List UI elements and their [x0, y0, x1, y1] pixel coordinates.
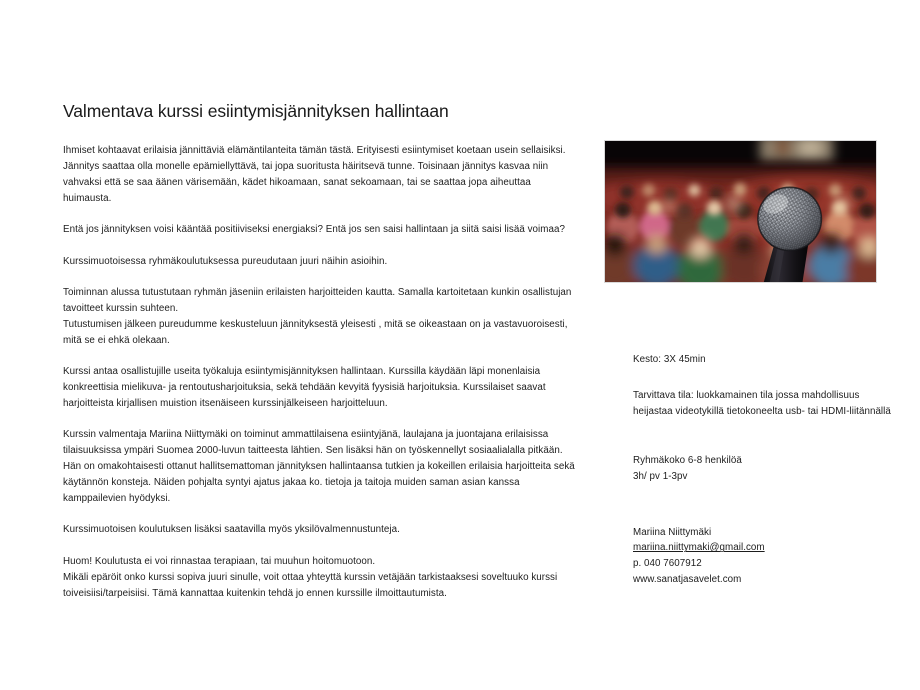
- paragraph-trainer-bio: Kurssin valmentaja Mariina Niittymäki on toiminut ammattilaisena esiintyjänä, laulajana ja juontajana erilaisissa tilaisuuksissa ympäri Suomea 2000-luvun taitteesta lähtien. Sen lisäksi hän on työskennellyt sosiaalialalla pitkään. Hän on omakohtaisesti ottanut hallitsemattoman jännityksen hallintaansa tutkien ja kokeillen erilaisia harjoitteita sekä käytännön konsteja. Näiden pohjalta syntyi ajatus jakaa ko. tietoja ja taitoja muiden saman asian kanssa kamppailevien hyödyksi.: [63, 429, 575, 504]
- paragraph-getting-started: Toiminnan alussa tutustutaan ryhmän jäseniin erilaisten harjoitteiden kautta. Samalla kartoitetaan kunkin osallistujan tavoitteet kurssin suhteen. Tutustumisen jälkeen pureudumme keskusteluun jännityksestä yleisesti , mitä se oikeastaan on ja vastavuoroisesti, mitä se ei ehkä olekaan.: [63, 286, 572, 346]
- course-duration: Kesto: 3X 45min: [633, 354, 706, 365]
- contact-block: [633, 525, 893, 589]
- page-title: Valmentava kurssi esiintymisjännityksen hallintaan: [63, 101, 449, 121]
- room-requirement: Tarvittava tila: luokkamainen tila jossa mahdollisuus heijastaa videotykillä tietokoneelta usb- tai HDMI-liitännällä: [633, 389, 891, 417]
- paragraph-course-intro: Kurssimuotoisessa ryhmäkoulutuksessa pureudutaan juuri näihin asioihin.: [63, 255, 388, 267]
- paragraph-notice: Huom! Koulutusta ei voi rinnastaa terapiaan, tai muuhun hoitomuotoon. Mikäli epäröit onko kurssi sopiva juuri sinulle, voit ottaa yhteyttä kurssin vetäjään tarkistaaksesi soveltuuko kurssi toiveisiisi/tarpeisiisi. Tämä kannattaa kuitenkin tehdä jo ennen kurssille ilmoittautumista.: [63, 555, 558, 599]
- paragraph-question: Entä jos jännityksen voisi kääntää positiiviseksi energiaksi? Entä jos sen saisi hallintaan ja siitä saisi lisää voimaa?: [63, 224, 565, 236]
- microphone-on-stage-photo: [604, 140, 877, 283]
- sidebar-details-column: [633, 352, 893, 588]
- contact-phone: p. 040 7607912: [633, 558, 702, 570]
- paragraph-tools: Kurssi antaa osallistujille useita työkaluja esiintymisjännityksen hallintaan. Kurssilla käydään läpi monenlaisia konkreettisia mielikuva- ja rentoutusharjoituksia, sekä tehdään kevyitä fyysisiä harjoituksia. Kurssilaiset saavat harjoitteista kirjallisen muistion itsenäiseen kurssinjälkeiseen harjoitteluun.: [63, 366, 546, 409]
- main-text-column: [63, 100, 575, 601]
- paragraph-individual-sessions: Kurssimuotoisen koulutuksen lisäksi saatavilla myös yksilövalmennustunteja.: [63, 524, 400, 536]
- contact-name: Mariina Niittymäki: [633, 526, 712, 538]
- sidebar-photo-wrapper: [604, 140, 884, 283]
- group-size: Ryhmäkoko 6-8 henkilöä 3h/ pv 1-3pv: [633, 454, 742, 482]
- contact-email-link[interactable]: mariina.niittymaki@gmail.com: [633, 542, 765, 554]
- paragraph-intro: Ihmiset kohtaavat erilaisia jännittäviä elämäntilanteita tämän tästä. Erityisesti esiintymiset koetaan usein sellaisiksi. Jännitys saattaa olla monelle epämiellyttävä, tai jopa suoritusta häiritsevä tunne. Toisinaan jännitys kasvaa niin vahvaksi että se saa äänen värisemään, kädet hikoamaan, sanat sekoamaan, tai se saattaa jopa aiheuttaa huimausta.: [63, 145, 566, 204]
- contact-email-row: [633, 540, 893, 556]
- contact-website: www.sanatjasavelet.com: [633, 574, 742, 586]
